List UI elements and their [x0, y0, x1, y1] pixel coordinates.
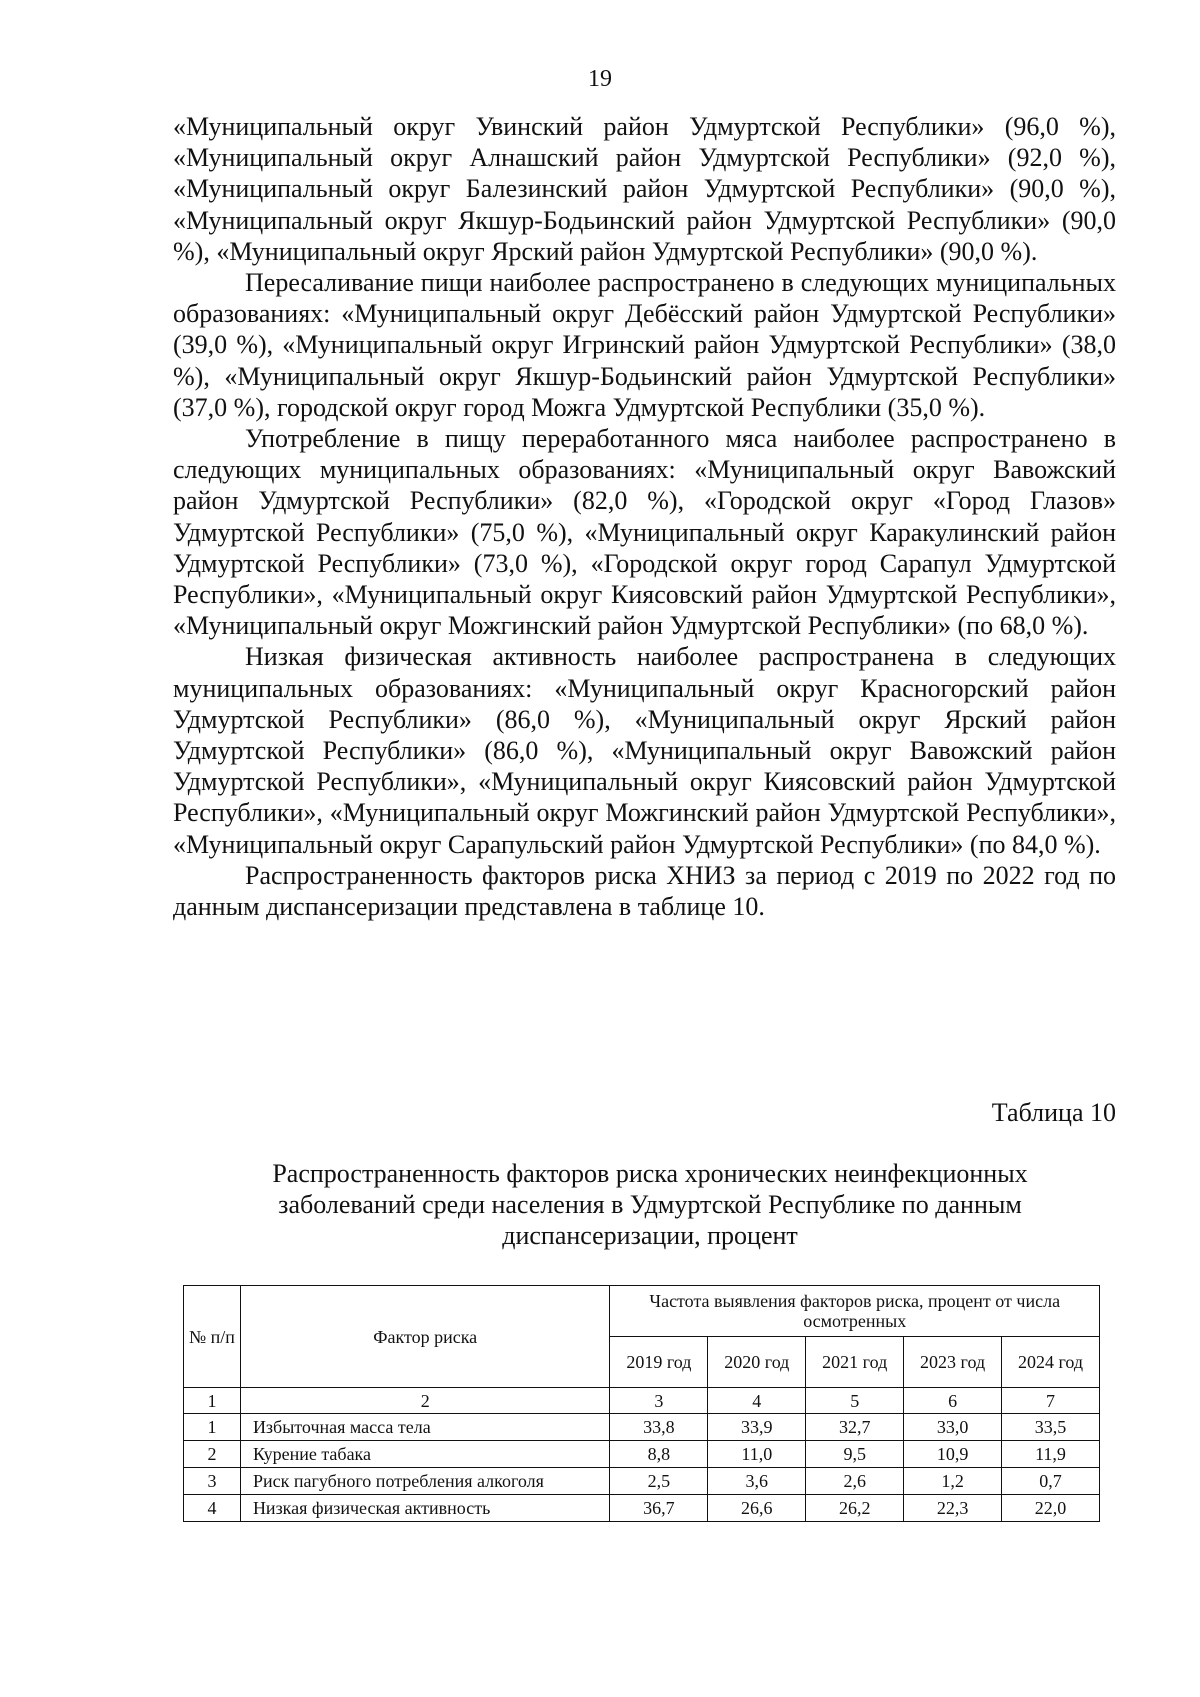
row-value: 1,2 [904, 1468, 1002, 1495]
header-factor: Фактор риска [240, 1286, 610, 1388]
column-number: 6 [904, 1388, 1002, 1414]
row-value: 22,0 [1002, 1495, 1100, 1522]
row-factor: Низкая физическая активность [240, 1495, 610, 1522]
row-value: 33,9 [708, 1414, 806, 1441]
header-num: № п/п [184, 1286, 241, 1388]
row-num: 3 [184, 1468, 241, 1495]
column-number-row [184, 1388, 1100, 1414]
column-number: 7 [1002, 1388, 1100, 1414]
paragraph: Употребление в пищу переработанного мяса наиболее распространено в следующих муниципальных образованиях: «Муниципальный округ Вавожский район Удмуртской Республики» (82,0 %), «Городской округ «Город Глазов» Удмуртской Республики» (75,0 %), «Муниципальный округ Каракулинский район Удмуртской Республики» (73,0 %), «Городской округ город Сарапул Удмуртской Республики», «Муниципальный округ Киясовский район Удмуртской Республики», «Муниципальный округ Можгинский район Удмуртской Республики» (по 68,0 %). [173, 424, 1116, 641]
risk-factor-table [183, 1285, 1100, 1522]
header-year: 2019 год [610, 1337, 708, 1388]
row-value: 3,6 [708, 1468, 806, 1495]
table-title: Распространенность факторов риска хронических неинфекционных заболеваний среди населения в Удмуртской Республике по данным диспансеризации, процент [272, 1159, 1028, 1250]
row-value: 26,6 [708, 1495, 806, 1522]
paragraph: Низкая физическая активность наиболее распространена в следующих муниципальных образованиях: «Муниципальный округ Красногорский район Удмуртской Республики» (86,0 %), «Муниципальный округ Ярский район Удмуртской Республики» (86,0 %), «Муниципальный округ Вавожский район Удмуртской Республики», «Муниципальный округ Киясовский район Удмуртской Республики», «Муниципальный округ Можгинский район Удмуртской Республики», «Муниципальный округ Сарапульский район Удмуртской Республики» (по 84,0 %). [173, 642, 1116, 859]
body-text [173, 111, 1116, 922]
row-value: 10,9 [904, 1441, 1002, 1468]
row-value: 33,5 [1002, 1414, 1100, 1441]
table-header-row [184, 1286, 1100, 1337]
column-number: 5 [806, 1388, 904, 1414]
paragraph: «Муниципальный округ Увинский район Удмуртской Республики» (96,0 %), «Муниципальный округ Алнашский район Удмуртской Республики» (92,0 %), «Муниципальный округ Балезинский район Удмуртской Республики» (90,0 %), «Муниципальный округ Якшур-Бодьинский район Удмуртской Республики» (90,0 %), «Муниципальный округ Ярский район Удмуртской Республики» (90,0 %). [173, 112, 1116, 266]
column-number: 3 [610, 1388, 708, 1414]
row-value: 11,9 [1002, 1441, 1100, 1468]
row-value: 0,7 [1002, 1468, 1100, 1495]
row-num: 2 [184, 1441, 241, 1468]
row-num: 4 [184, 1495, 241, 1522]
row-value: 11,0 [708, 1441, 806, 1468]
header-year: 2023 год [904, 1337, 1002, 1388]
table-row [184, 1441, 1100, 1468]
paragraph: Пересаливание пищи наиболее распространено в следующих муниципальных образованиях: «Муниципальный округ Дебёсский район Удмуртской Республики» (39,0 %), «Муниципальный округ Игринский район Удмуртской Республики» (38,0 %), «Муниципальный округ Якшур-Бодьинский район Удмуртской Республики» (37,0 %), городской округ город Можга Удмуртской Республики (35,0 %). [173, 268, 1116, 422]
header-year: 2024 год [1002, 1337, 1100, 1388]
header-year: 2021 год [806, 1337, 904, 1388]
row-factor: Риск пагубного потребления алкоголя [240, 1468, 610, 1495]
table-row [184, 1414, 1100, 1441]
column-number: 2 [240, 1388, 610, 1414]
header-year: 2020 год [708, 1337, 806, 1388]
table-row [184, 1495, 1100, 1522]
row-value: 9,5 [806, 1441, 904, 1468]
row-value: 33,0 [904, 1414, 1002, 1441]
header-frequency: Частота выявления факторов риска, процент от числа осмотренных [610, 1286, 1100, 1337]
row-value: 22,3 [904, 1495, 1002, 1522]
row-value: 33,8 [610, 1414, 708, 1441]
row-num: 1 [184, 1414, 241, 1441]
row-value: 36,7 [610, 1495, 708, 1522]
row-value: 26,2 [806, 1495, 904, 1522]
row-value: 8,8 [610, 1441, 708, 1468]
row-factor: Избыточная масса тела [240, 1414, 610, 1441]
table-label: Таблица 10 [991, 1098, 1116, 1127]
column-number: 1 [184, 1388, 241, 1414]
row-factor: Курение табака [240, 1441, 610, 1468]
page-number: 19 [588, 66, 612, 92]
row-value: 2,6 [806, 1468, 904, 1495]
column-number: 4 [708, 1388, 806, 1414]
row-value: 32,7 [806, 1414, 904, 1441]
table-row [184, 1468, 1100, 1495]
paragraph: Распространенность факторов риска ХНИЗ за период с 2019 по 2022 год по данным диспансеризации представлена в таблице 10. [173, 860, 1116, 922]
row-value: 2,5 [610, 1468, 708, 1495]
